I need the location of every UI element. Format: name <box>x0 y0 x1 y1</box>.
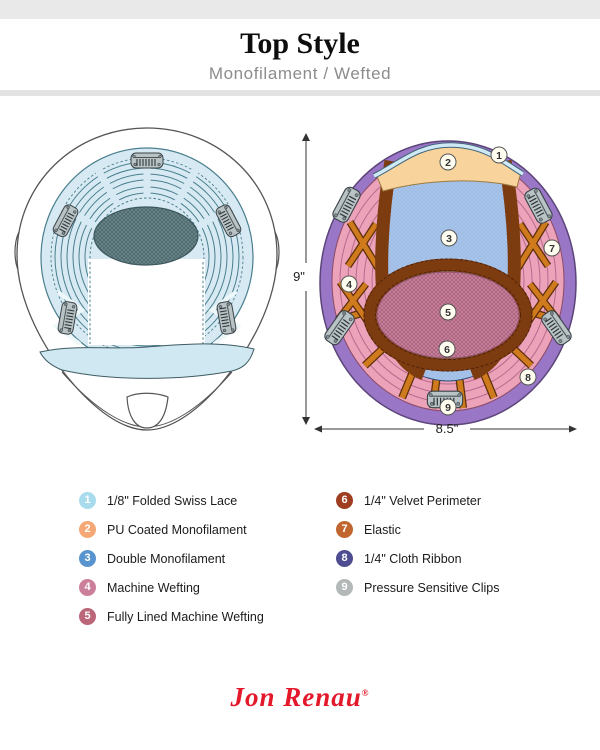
legend-dot-1: 1 <box>79 492 96 509</box>
legend-dot-7: 7 <box>336 521 353 538</box>
svg-text:3: 3 <box>446 232 452 245</box>
svg-text:5: 5 <box>445 306 451 319</box>
legend-item-machine-wefting <box>79 573 264 602</box>
legend-label: 1/4" Velvet Perimeter <box>364 493 481 508</box>
cap-inside-diagram <box>320 141 576 425</box>
height-dimension-label: 9" <box>293 269 305 284</box>
legend-dot-4: 4 <box>79 579 96 596</box>
legend-item-elastic <box>336 515 499 544</box>
svg-text:6: 6 <box>444 343 450 356</box>
svg-text:2: 2 <box>445 156 451 169</box>
arrow-left-icon <box>314 426 322 433</box>
crown-mesh-patch <box>94 207 198 265</box>
legend-label: 1/4" Cloth Ribbon <box>364 551 462 566</box>
legend-dot-3: 3 <box>79 550 96 567</box>
monofilament-window <box>88 259 205 345</box>
legend-item-double-monofilament <box>79 544 264 573</box>
page-subtitle: Monofilament / Wefted <box>208 64 392 83</box>
clip-icon <box>131 153 163 168</box>
legend-item-pu-monofilament <box>79 515 264 544</box>
legend-dot-9: 9 <box>336 579 353 596</box>
svg-text:4: 4 <box>346 278 352 291</box>
legend-item-cloth-ribbon <box>336 544 499 573</box>
legend-dot-6: 6 <box>336 492 353 509</box>
legend-item-fully-lined-wefting <box>79 602 264 631</box>
arrow-up-icon <box>302 133 310 141</box>
legend-right-column <box>336 486 499 602</box>
legend-label: Machine Wefting <box>107 580 200 595</box>
page-title: Top Style <box>240 27 360 60</box>
brand-name: Jon Renau <box>230 682 362 712</box>
brand-logo <box>0 682 600 713</box>
arrow-down-icon <box>302 417 310 425</box>
svg-text:7: 7 <box>549 242 555 255</box>
legend-label: 1/8" Folded Swiss Lace <box>107 493 238 508</box>
legend-label: PU Coated Monofilament <box>107 522 247 537</box>
legend-label: Double Monofilament <box>107 551 226 566</box>
legend-item-pressure-clips <box>336 573 499 602</box>
legend-item-velvet-perimeter <box>336 486 499 515</box>
legend-left-column <box>79 486 264 631</box>
legend-dot-8: 8 <box>336 550 353 567</box>
legend-label: Fully Lined Machine Wefting <box>107 609 264 624</box>
legend-item-swiss-lace <box>79 486 264 515</box>
head-with-cap-diagram <box>15 128 279 430</box>
svg-text:8: 8 <box>525 371 531 384</box>
svg-text:1: 1 <box>496 149 502 162</box>
legend-dot-5: 5 <box>79 608 96 625</box>
svg-text:9: 9 <box>445 401 451 414</box>
registered-mark: ® <box>361 688 370 698</box>
arrow-right-icon <box>569 426 577 433</box>
width-dimension-label: 8.5" <box>435 421 459 436</box>
legend-label: Pressure Sensitive Clips <box>364 580 500 595</box>
legend-dot-2: 2 <box>79 521 96 538</box>
legend-label: Elastic <box>364 522 401 537</box>
